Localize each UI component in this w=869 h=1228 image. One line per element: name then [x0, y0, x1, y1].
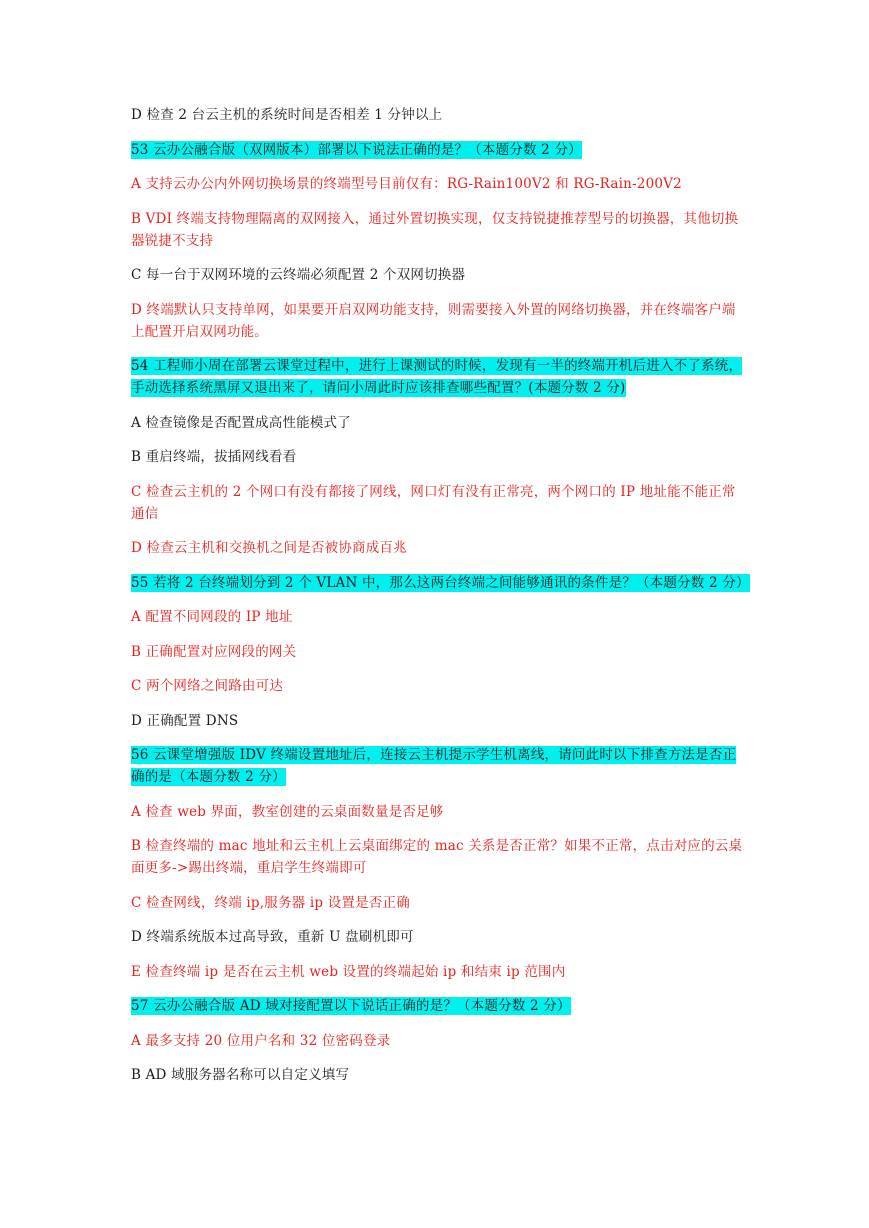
answer-option: D 正确配置 DNS — [131, 712, 239, 729]
question-text — [131, 355, 743, 399]
answer-option-correct: C 检查网线，终端 ip,服务器 ip 设置是否正确 — [131, 894, 410, 911]
question-highlight: 54 工程师小周在部署云课堂过程中，进行上课测试的时候，发现有一半的终端开机后进入不了系统，手动选择系统黑屏又退出来了，请问小周此时应该排查哪些配置？(本题分数 2 分) — [131, 358, 743, 396]
question-text — [131, 995, 743, 1017]
answer-option-correct: C 检查云主机的 2 个网口有没有都接了网线，网口灯有没有正常亮，两个网口的 IP 地址能不能正常通信 — [131, 483, 736, 522]
answer-option-correct: D 终端默认只支持单网，如果要开启双网功能支持，则需要接入外置的网络切换器，并在终端客户端上配置开启双网功能。 — [131, 301, 736, 340]
answer-option-correct: A 最多支持 20 位用户名和 32 位密码登录 — [131, 1032, 391, 1049]
question-highlight: 53 云办公融合版（双网版本）部署以下说法正确的是？（本题分数 2 分） — [131, 141, 582, 158]
question-highlight: 56 云课堂增强版 IDV 终端设置地址后，连接云主机提示学生机离线，请问此时以下排查方法是否正确的是（本题分数 2 分） — [131, 747, 737, 785]
question-text — [131, 744, 743, 788]
answer-option-correct: B 正确配置对应网段的网关 — [131, 643, 297, 660]
question-text — [131, 572, 750, 594]
answer-option-correct: D 检查云主机和交换机之间是否被协商成百兆 — [131, 540, 407, 556]
answer-option-correct: C 两个网络之间路由可达 — [131, 678, 284, 694]
answer-option: B 重启终端，拔插网线看看 — [131, 449, 297, 465]
question-text — [131, 139, 743, 161]
answer-option: C 每一台于双网环境的云终端必须配置 2 个双网切换器 — [131, 267, 466, 283]
answer-option: B AD 域服务器名称可以自定义填写 — [131, 1067, 350, 1083]
answer-option: D 检查 2 台云主机的系统时间是否相差 1 分钟以上 — [131, 107, 443, 123]
answer-option-correct: B VDI 终端支持物理隔离的双网接入，通过外置切换实现，仅支持锐捷推荐型号的切换器，其他切换器锐捷不支持 — [131, 210, 739, 249]
question-highlight: 55 若将 2 台终端划分到 2 个 VLAN 中，那么这两台终端之间能够通讯的条件是？（本题分数 2 分） — [131, 574, 750, 591]
answer-option-correct: A 检查 web 界面，教室创建的云桌面数量是否足够 — [131, 803, 444, 820]
answer-option-correct: E 检查终端 ip 是否在云主机 web 设置的终端起始 ip 和结束 ip 范围内 — [131, 963, 566, 980]
answer-option-correct: B 检查终端的 mac 地址和云主机上云桌面绑定的 mac 关系是否正常？如果不正常，点击对应的云桌面更多->踢出终端，重启学生终端即可 — [131, 838, 743, 876]
answer-option-correct: A 配置不同网段的 IP 地址 — [131, 609, 293, 625]
answer-option: D 终端系统版本过高导致，重新 U 盘刷机即可 — [131, 929, 414, 945]
answer-option-correct: A 支持云办公内外网切换场景的终端型号目前仅有：RG-Rain100V2 和 RG-Rain-200V2 — [131, 176, 682, 192]
answer-option: A 检查镜像是否配置成高性能模式了 — [131, 414, 351, 431]
document-page — [131, 104, 750, 1099]
question-list — [131, 104, 750, 1086]
question-highlight: 57 云办公融合版 AD 域对接配置以下说话正确的是？（本题分数 2 分） — [131, 998, 571, 1014]
